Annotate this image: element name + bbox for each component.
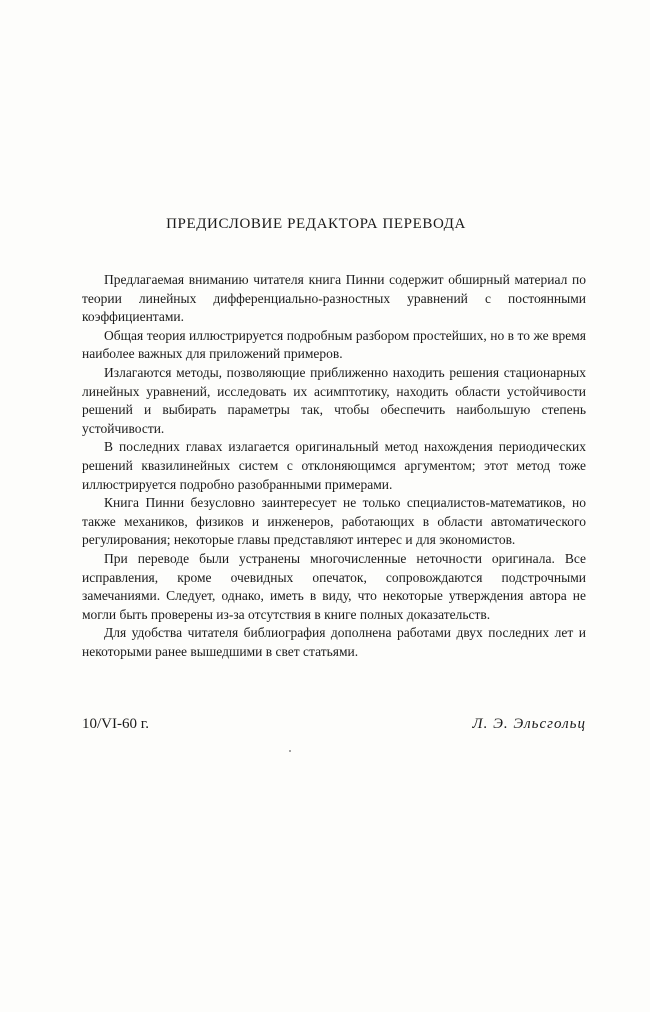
paragraph-6: При переводе были устранены многочисленные неточности оригинала. Все исправления, кроме очевидных опечаток, сопровождаются подстрочными замечаниями. Следует, однако, иметь в виду, что некоторые утверждения автора не могли быть проверены из-за отсутствия в книге полных доказательств. <box>82 550 586 622</box>
date: 10/VI-60 г. <box>82 716 149 732</box>
signature-line <box>82 716 586 740</box>
paragraph-3: Излагаются методы, позволяющие приближенно находить решения стационарных линейных уравнений, исследовать их асимптотику, находить области устойчивости решений и выбирать параметры так, чтобы обеспечить наибольшую степень устойчивости. <box>82 364 586 436</box>
preface-body <box>82 271 586 661</box>
paragraph-2: Общая теория иллюстрируется подробным разбором простейших, но в то же время наиболее важных для приложений примеров. <box>82 327 586 362</box>
paragraph-1: Предлагаемая вниманию читателя книга Пинни содержит обширный материал по теории линейных дифференциально-разностных уравнений с постоянными коэффициентами. <box>82 272 586 325</box>
editor-signature: Л. Э. Эльсгольц <box>472 716 586 732</box>
page-title: ПРЕДИСЛОВИЕ РЕДАКТОРА ПЕРЕВОДА <box>166 216 466 232</box>
print-speck <box>289 750 291 752</box>
paragraph-4: В последних главах излагается оригинальный метод нахождения периодических решений квазилинейных систем с отклоняющимся аргументом; этот метод тоже иллюстрируется подробно разобранными примерами. <box>82 439 586 492</box>
paragraph-7: Для удобства читателя библиография дополнена работами двух последних лет и некоторыми ранее вышедшими в свет статьями. <box>82 625 586 659</box>
paragraph-5: Книга Пинни безусловно заинтересует не только специалистов-математиков, но также механиков, физиков и инженеров, работающих в области автоматического регулирования; некоторые главы представляют интерес и для экономистов. <box>82 495 586 548</box>
